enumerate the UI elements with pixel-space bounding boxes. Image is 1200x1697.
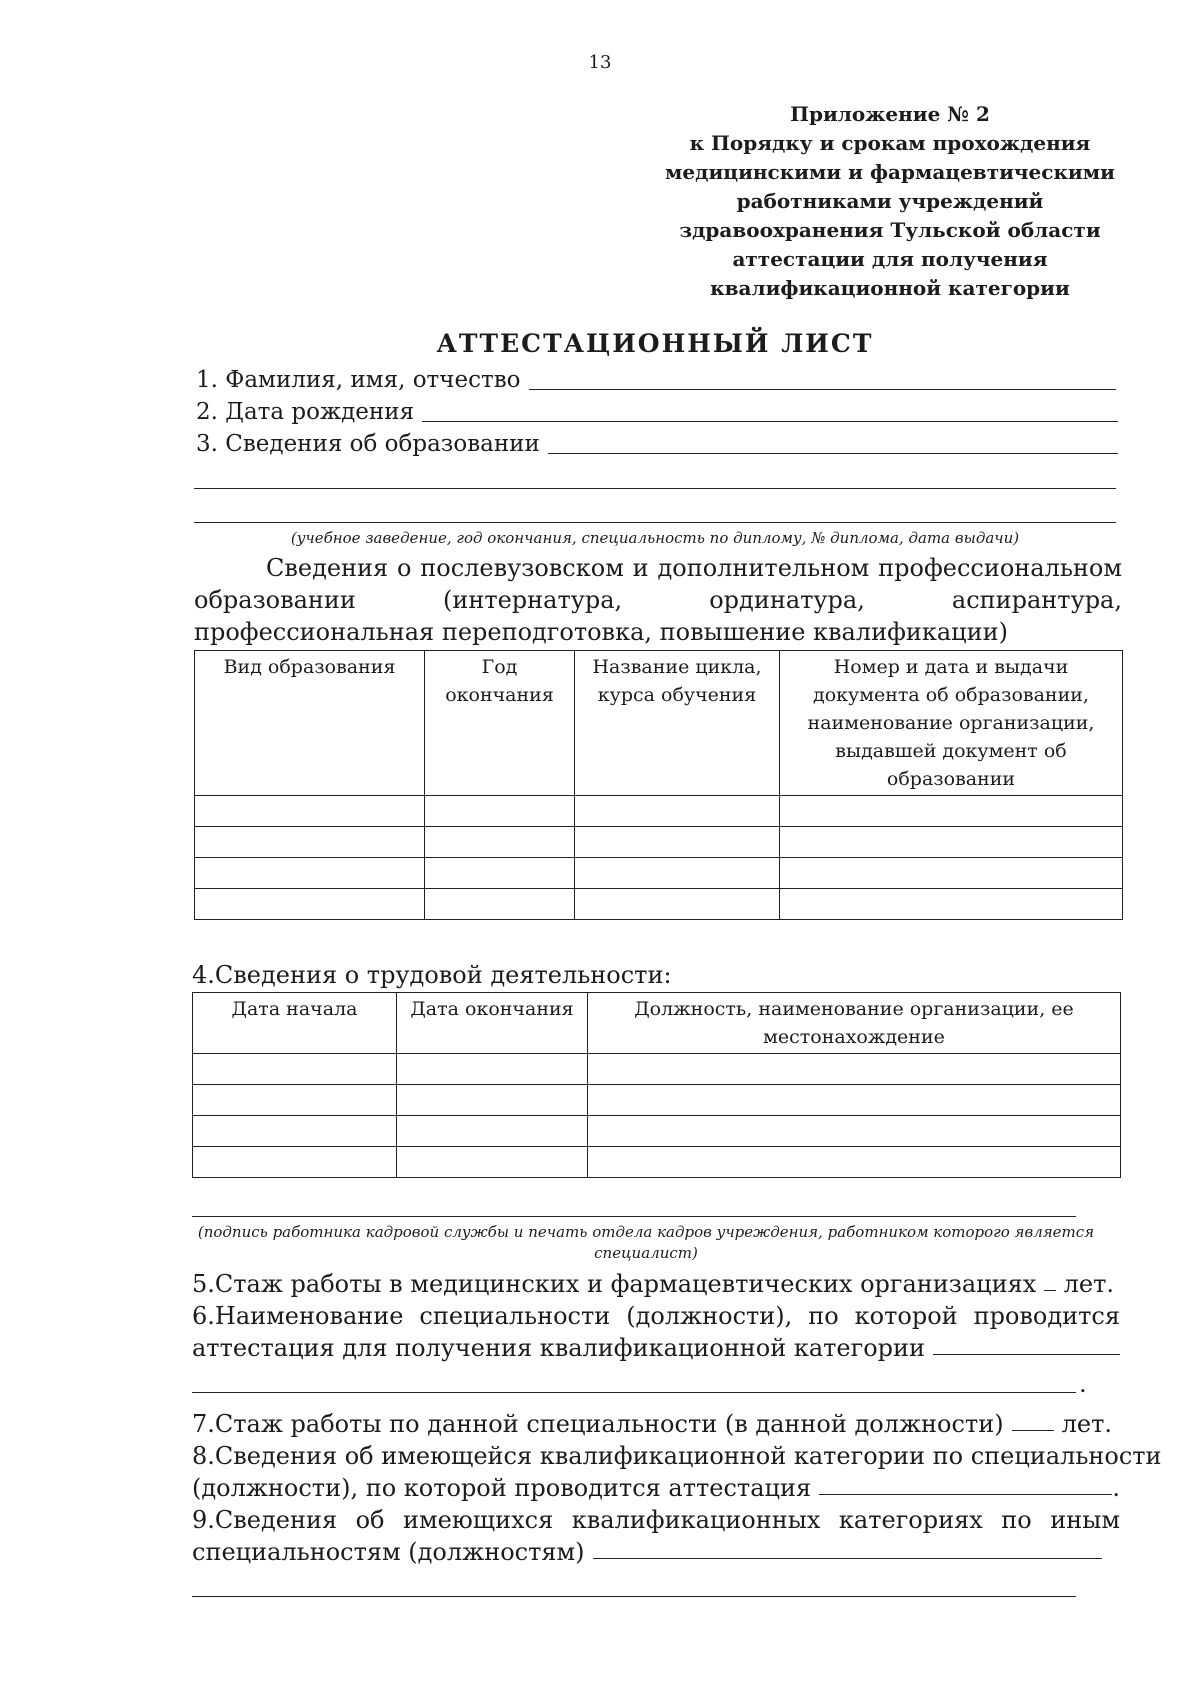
table-cell[interactable] bbox=[575, 889, 780, 920]
postgrad-text: Сведения о послевузовском и дополнительном профессиональном образовании (интернатура, ординатура, аспирантура, профессиональная переподготовка, повышение квалификации) bbox=[194, 554, 1122, 646]
item-5-text: 5.Стаж работы в медицинских и фармацевтических организациях bbox=[192, 1270, 1037, 1298]
appendix-line: аттестации для получения bbox=[732, 247, 1048, 271]
item-8-text: (должности), по которой проводится аттестация bbox=[192, 1474, 812, 1502]
item-6-text: аттестация для получения квалификационной категории bbox=[192, 1334, 925, 1362]
full-name-field[interactable] bbox=[196, 365, 1116, 395]
appendix-line: здравоохранения Тульской области bbox=[679, 218, 1101, 242]
table-row bbox=[195, 796, 1123, 827]
item-6-line-2 bbox=[192, 1332, 1120, 1364]
table-cell[interactable] bbox=[588, 1085, 1121, 1116]
appendix-line: Приложение № 2 bbox=[790, 102, 990, 126]
item-7-blank[interactable] bbox=[1012, 1408, 1054, 1431]
item-9-line-2 bbox=[192, 1536, 1102, 1568]
table-cell[interactable] bbox=[397, 1116, 588, 1147]
table-cell[interactable] bbox=[780, 796, 1123, 827]
table-cell[interactable] bbox=[780, 889, 1123, 920]
column-header: Название цикла, курса обучения bbox=[575, 651, 780, 796]
table-row bbox=[193, 1116, 1121, 1147]
page-number: 13 bbox=[588, 52, 612, 73]
table-row bbox=[195, 858, 1123, 889]
item-5 bbox=[192, 1268, 1114, 1300]
item-7 bbox=[192, 1408, 1112, 1440]
table-cell[interactable] bbox=[397, 1085, 588, 1116]
table-cell[interactable] bbox=[193, 1116, 397, 1147]
table-cell[interactable] bbox=[425, 827, 575, 858]
education-hint: (учебное заведение, год окончания, специальность по диплому, № диплома, дата выдачи) bbox=[290, 529, 1020, 547]
item-6-line-1: 6.Наименование специальности (должности), по которой проводится bbox=[192, 1302, 1120, 1330]
work-heading: 4.Сведения о трудовой деятельности: bbox=[192, 961, 672, 989]
item-8-blank[interactable] bbox=[819, 1472, 1112, 1495]
column-header: Год окончания bbox=[425, 651, 575, 796]
postgrad-paragraph bbox=[194, 552, 1122, 648]
table-row bbox=[193, 1085, 1121, 1116]
birth-date-blank[interactable] bbox=[422, 397, 1118, 422]
item-6-extra-line[interactable] bbox=[192, 1392, 1076, 1393]
table-cell[interactable] bbox=[575, 858, 780, 889]
table-cell[interactable] bbox=[575, 827, 780, 858]
item-6-period: . bbox=[1079, 1370, 1087, 1398]
item-6-blank[interactable] bbox=[933, 1332, 1120, 1355]
table-cell[interactable] bbox=[425, 796, 575, 827]
table-cell[interactable] bbox=[588, 1116, 1121, 1147]
education-label: 3. Сведения об образовании bbox=[196, 431, 540, 457]
table-cell[interactable] bbox=[425, 889, 575, 920]
table-cell[interactable] bbox=[780, 858, 1123, 889]
table-cell[interactable] bbox=[397, 1054, 588, 1085]
column-header: Дата начала bbox=[193, 993, 397, 1054]
item-7-unit: лет. bbox=[1061, 1410, 1112, 1438]
work-table bbox=[192, 992, 1121, 1178]
appendix-line: к Порядку и срокам прохождения bbox=[689, 131, 1091, 155]
table-cell[interactable] bbox=[195, 796, 425, 827]
item-5-unit: лет. bbox=[1063, 1270, 1114, 1298]
column-header: Дата окончания bbox=[397, 993, 588, 1054]
table-cell[interactable] bbox=[193, 1085, 397, 1116]
education-table-header bbox=[195, 651, 1123, 796]
education-blank[interactable] bbox=[548, 429, 1118, 454]
table-cell[interactable] bbox=[195, 858, 425, 889]
table-cell[interactable] bbox=[588, 1054, 1121, 1085]
table-row bbox=[193, 1147, 1121, 1178]
item-9-extra-line[interactable] bbox=[192, 1596, 1076, 1597]
item-8-line-1: 8.Сведения об имеющейся квалификационной категории по специальности bbox=[192, 1442, 1162, 1470]
education-extra-line-1[interactable] bbox=[194, 488, 1116, 489]
appendix-line: квалификационной категории bbox=[710, 276, 1070, 300]
column-header: Номер и дата и выдачи документа об образовании, наименование организации, выдавшей документ об образовании bbox=[780, 651, 1123, 796]
education-field[interactable] bbox=[196, 429, 1118, 459]
column-header: Вид образования bbox=[195, 651, 425, 796]
table-cell[interactable] bbox=[575, 796, 780, 827]
page-title: АТТЕСТАЦИОННЫЙ ЛИСТ bbox=[436, 329, 874, 358]
table-cell[interactable] bbox=[195, 889, 425, 920]
item-9-text: специальностям (должностям) bbox=[192, 1538, 585, 1566]
appendix-line: медицинскими и фармацевтическими bbox=[665, 160, 1115, 184]
table-cell[interactable] bbox=[780, 827, 1123, 858]
item-8-line-2 bbox=[192, 1472, 1120, 1504]
item-7-text: 7.Стаж работы по данной специальности (в данной должности) bbox=[192, 1410, 1004, 1438]
birth-date-field[interactable] bbox=[196, 397, 1118, 427]
appendix-header bbox=[660, 100, 1120, 303]
item-9-blank[interactable] bbox=[593, 1536, 1102, 1559]
work-table-header bbox=[193, 993, 1121, 1054]
full-name-blank[interactable] bbox=[529, 365, 1117, 390]
education-table bbox=[194, 650, 1123, 920]
table-row bbox=[195, 827, 1123, 858]
table-cell[interactable] bbox=[193, 1054, 397, 1085]
education-extra-line-2[interactable] bbox=[194, 522, 1116, 523]
signature-line[interactable] bbox=[192, 1216, 1076, 1217]
table-cell[interactable] bbox=[397, 1147, 588, 1178]
table-cell[interactable] bbox=[195, 827, 425, 858]
signature-hint: (подпись работника кадровой службы и печать отдела кадров учреждения, работником которого является специалист) bbox=[197, 1223, 1095, 1262]
full-name-label: 1. Фамилия, имя, отчество bbox=[196, 367, 521, 393]
item-8-period: . bbox=[1112, 1474, 1120, 1502]
item-5-blank[interactable] bbox=[1044, 1268, 1055, 1291]
column-header: Должность, наименование организации, ее местонахождение bbox=[588, 993, 1121, 1054]
table-cell[interactable] bbox=[588, 1147, 1121, 1178]
table-cell[interactable] bbox=[425, 858, 575, 889]
birth-date-label: 2. Дата рождения bbox=[196, 399, 415, 425]
table-row bbox=[195, 889, 1123, 920]
appendix-line: работниками учреждений bbox=[736, 189, 1044, 213]
table-row bbox=[193, 1054, 1121, 1085]
table-cell[interactable] bbox=[193, 1147, 397, 1178]
item-9-line-1: 9.Сведения об имеющихся квалификационных категориях по иным bbox=[192, 1506, 1120, 1534]
